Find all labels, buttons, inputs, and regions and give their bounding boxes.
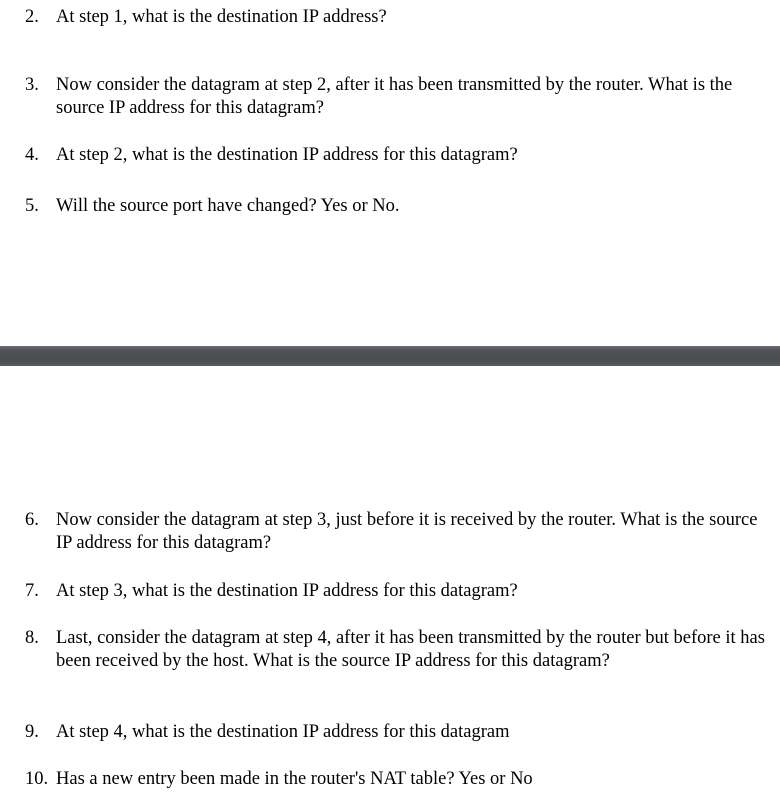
question-3 [25,74,765,120]
page-separator [0,346,780,366]
question-number: 7. [25,581,39,601]
question-4 [25,144,765,167]
question-8 [25,627,765,673]
question-10 [25,768,765,791]
question-number: 3. [25,75,39,95]
question-text: At step 3, what is the destination IP address for this datagram? [56,581,518,601]
question-text: At step 2, what is the destination IP address for this datagram? [56,145,518,165]
question-number: 9. [25,722,39,742]
question-6 [25,509,765,555]
question-9 [25,721,765,744]
question-number: 10. [25,769,49,789]
question-text: Has a new entry been made in the router's NAT table? Yes or No [56,769,533,789]
question-text: At step 4, what is the destination IP address for this datagram [56,722,510,742]
question-number: 6. [25,510,39,530]
document-page-bottom [0,366,780,812]
question-number: 8. [25,628,39,648]
question-number: 2. [25,7,39,27]
question-5 [25,195,765,218]
document-page-top [0,0,780,346]
question-2 [25,6,765,29]
question-text: Now consider the datagram at step 3, just before it is received by the router. What is the source IP address for this datagram? [56,510,758,553]
question-text: At step 1, what is the destination IP address? [56,7,387,27]
question-7 [25,580,765,603]
question-number: 5. [25,196,39,216]
question-text: Now consider the datagram at step 2, after it has been transmitted by the router. What is the source IP address for this datagram? [56,75,733,118]
question-text: Last, consider the datagram at step 4, after it has been transmitted by the router but before it has been received by the host. What is the source IP address for this datagram? [56,628,765,671]
question-text: Will the source port have changed? Yes or No. [56,196,400,216]
question-number: 4. [25,145,39,165]
